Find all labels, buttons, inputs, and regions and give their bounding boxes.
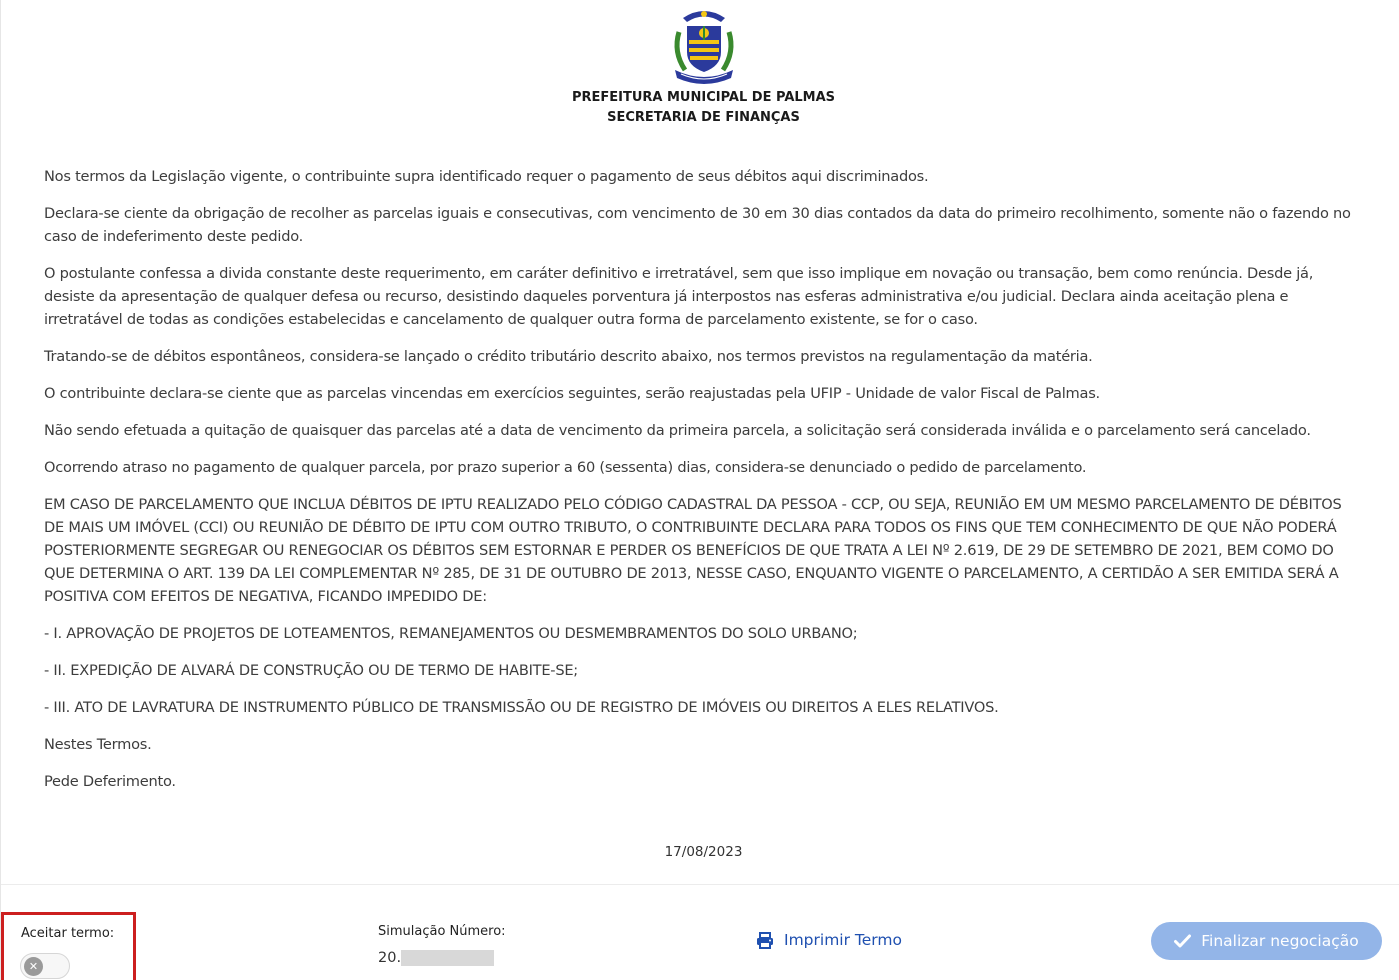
redacted-block — [401, 950, 494, 966]
org-name: PREFEITURA MUNICIPAL DE PALMAS — [571, 90, 836, 105]
terms-paragraph: O postulante confessa a divida constante deste requerimento, em caráter definitivo e irretratável, sem que isso implique em novação ou transação, bem como renúncia. Desde já, desiste da apresentação de qualquer defesa ou recurso, desistindo daqueles porventura já interpostos nas esferas administrativa e/ou judicial. Declara ainda aceitação plena e irretratável de todas as condições estabelecidas e cancelamento de qualquer outra forma de parcelamento existente, se for o caso. — [44, 265, 1314, 328]
printer-icon — [756, 932, 774, 949]
simulation-number-prefix: 20. — [378, 950, 402, 966]
simulation-number-value — [378, 950, 494, 966]
x-icon: ✕ — [24, 957, 43, 976]
terms-paragraph: Nestes Termos. — [44, 736, 152, 753]
accept-term-section — [1, 912, 136, 980]
terms-paragraph: Pede Deferimento. — [44, 773, 176, 790]
terms-paragraph: - I. APROVAÇÃO DE PROJETOS DE LOTEAMENTOS, REMANEJAMENTOS OU DESMEMBRAMENTOS DO SOLO URBANO; — [44, 625, 858, 642]
print-term-link[interactable] — [756, 931, 902, 949]
terms-paragraph: Ocorrendo atraso no pagamento de qualquer parcela, por prazo superior a 60 (sessenta) dias, considera-se denunciado o pedido de parcelamento. — [44, 459, 1087, 476]
terms-paragraph: - II. EXPEDIÇÃO DE ALVARÁ DE CONSTRUÇÃO OU DE TERMO DE HABITE-SE; — [44, 662, 578, 679]
footer-divider — [1, 884, 1399, 885]
accept-term-label: Aceitar termo: — [21, 926, 115, 941]
terms-paragraph: Declara-se ciente da obrigação de recolher as parcelas iguais e consecutivas, com vencimento de 30 em 30 dias contados da data do primeiro recolhimento, somente não o fazendo no caso de indeferimento deste pedido. — [44, 205, 1351, 245]
terms-paragraph: Não sendo efetuada a quitação de quaisquer das parcelas até a data de vencimento da primeira parcela, a solicitação será considerada inválida e o parcelamento será cancelado. — [44, 422, 1311, 439]
city-coat-of-arms-icon — [669, 4, 739, 86]
terms-text — [44, 165, 1362, 807]
finalize-negotiation-button[interactable] — [1151, 922, 1382, 960]
terms-paragraph: - III. ATO DE LAVRATURA DE INSTRUMENTO PÚBLICO DE TRANSMISSÃO OU DE REGISTRO DE IMÓVEIS OU DIREITOS A ELES RELATIVOS. — [44, 699, 999, 716]
terms-paragraph: Nos termos da Legislação vigente, o contribuinte supra identificado requer o pagamento de seus débitos aqui discriminados. — [44, 168, 929, 185]
department-name: SECRETARIA DE FINANÇAS — [607, 110, 800, 125]
terms-date: 17/08/2023 — [664, 844, 743, 860]
accept-term-toggle[interactable] — [20, 953, 70, 979]
simulation-number-label: Simulação Número: — [378, 924, 506, 939]
finalize-negotiation-label: Finalizar negociação — [1201, 932, 1359, 950]
terms-paragraph: EM CASO DE PARCELAMENTO QUE INCLUA DÉBITOS DE IPTU REALIZADO PELO CÓDIGO CADASTRAL DA PESSOA - CCP, OU SEJA, REUNIÃO EM UM MESMO PARCELAMENTO DE DÉBITOS DE MAIS UM IMÓVEL (CCI) OU REUNIÃO DE DÉBITO DE IPTU COM OUTRO TRIBUTO, O CONTRIBUINTE DECLARA PARA TODOS OS FINS QUE TEM CONHECIMENTO DE QUE NÃO PODERÁ POSTERIORMENTE SEGREGAR OU RENEGOCIAR OS DÉBITOS SEM ESTORNAR E PERDER OS BENEFÍCIOS DE QUE TRATA A LEI Nº 2.619, DE 29 DE SETEMBRO DE 2021, BEM COMO DO QUE DETERMINA O ART. 139 DA LEI COMPLEMENTAR Nº 285, DE 31 DE OUTUBRO DE 2013, NESSE CASO, ENQUANTO VIGENTE O PARCELAMENTO, A CERTIDÃO A SER EMITIDA SERÁ A POSITIVA COM EFEITOS DE NEGATIVA, FICANDO IMPEDIDO DE: — [44, 496, 1342, 605]
print-term-label: Imprimir Termo — [784, 931, 902, 949]
check-icon — [1174, 934, 1191, 948]
page-header — [1, 4, 1399, 128]
terms-paragraph: O contribuinte declara-se ciente que as parcelas vincendas em exercícios seguintes, serão reajustadas pela UFIP - Unidade de valor Fiscal de Palmas. — [44, 385, 1100, 402]
terms-paragraph: Tratando-se de débitos espontâneos, considera-se lançado o crédito tributário descrito abaixo, nos termos previstos na regulamentação da matéria. — [44, 348, 1093, 365]
